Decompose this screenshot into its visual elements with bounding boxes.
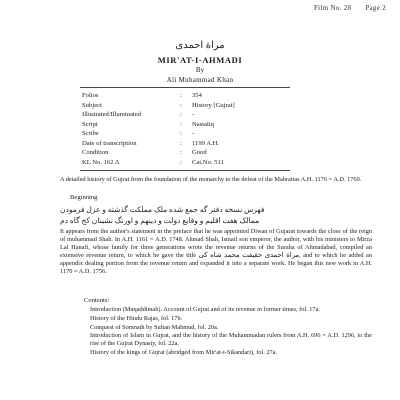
metadata-label: Script <box>82 120 98 128</box>
beginning-label: Beginning <box>70 194 98 201</box>
author-paragraph <box>60 228 372 276</box>
metadata-label: Condition <box>82 149 109 156</box>
contents-item: Introduction (Muqaddimah). Account of Gujrat and of its revenue in former times, fol. 17a. <box>90 306 320 313</box>
film-number: Film No. 28 <box>313 4 352 12</box>
metadata-row <box>82 129 292 139</box>
contents-item: History of the kings of Gujrat (abridged from Mir'at-i-Sikandari), fol. 27a. <box>90 348 278 356</box>
metadata-value: 354 <box>192 92 202 99</box>
metadata-row <box>82 148 292 158</box>
intro-paragraph: A detailed history of Gujrat from the foundation of the monarchy to the defeat of the Mahrattas A.H. 1176 = A.D. 1760. <box>60 176 362 183</box>
metadata-value: Cat.No. 511 <box>192 158 224 166</box>
divider-top <box>80 87 290 88</box>
contents-item: History of the Hindu Rajas, fol. 17b. <box>90 314 183 322</box>
metadata-colon: : <box>180 149 182 156</box>
metadata-colon: : <box>180 120 182 128</box>
page-title: MIR'AT-I-AHMADI <box>157 55 243 65</box>
title-urdu: مراة احمدی <box>175 40 225 51</box>
metadata-value: - <box>192 130 195 137</box>
metadata-value: 1199 A.H. <box>192 139 220 147</box>
metadata-label: Folios <box>82 92 99 99</box>
metadata-colon: : <box>180 111 182 118</box>
beginning-urdu-line: فهرس نسخه دفتر گه جمع شده ملک مملکت گذشته و عزل فرمودن <box>60 205 265 214</box>
metadata-label: Date of transcription <box>82 139 137 147</box>
metadata-colon: : <box>180 101 182 109</box>
metadata-table <box>82 91 292 167</box>
paragraph-text: , and to which he added an appendix dealing portion from the revenue return and expanded it into a separate work. He began this new work in A.H. 1170 = A.D. 1756. <box>60 252 372 275</box>
contents-item: Introduction of Islam in Gujrat, and the history of the Muhammadan rulers from A.H. 696 = A.D. 1296, to the rise of the Gujrat Dynasty, fol. 22a. <box>90 332 372 348</box>
contents-list <box>90 306 372 358</box>
metadata-row <box>82 91 292 101</box>
metadata-row <box>82 110 292 120</box>
page-header <box>314 4 386 12</box>
metadata-row <box>82 120 292 130</box>
contents-item: Conquest of Somnath by Sultan Mahmud, fol. 20a. <box>90 323 219 331</box>
paragraph-urdu-title: مراة احمدی حقیقت محمد شاه کی <box>198 252 300 259</box>
metadata-value: History [Gujrat] <box>192 101 235 109</box>
contents-label: Contents: <box>84 297 110 304</box>
metadata-colon: : <box>180 92 182 99</box>
divider-bottom <box>80 170 290 171</box>
byline: By <box>195 66 205 74</box>
metadata-label: KL No. 162 A <box>82 158 120 166</box>
metadata-row <box>82 101 292 111</box>
metadata-value: Good <box>192 149 207 156</box>
metadata-value: Nastaliq <box>192 120 214 128</box>
metadata-value: - <box>192 111 195 118</box>
page-number: Page 2 <box>365 4 386 12</box>
metadata-colon: : <box>180 158 182 166</box>
metadata-colon: : <box>180 139 182 147</box>
metadata-label: Subject <box>82 101 102 109</box>
metadata-row <box>82 139 292 149</box>
paragraph-text: It appears from the author's statement in the preface that he was appointed Diwan of Gujarat towards the close of the reign of muhammad Shah. In A.H. 1161 = A.D. 1748. Ahmad Shah, Ismail son emperor, the author, with his ministers to Mirza Lal Hanafi, whose family for three generations wrote the revenue returns of the Suraha of Ahmadabad, compiled an extensive revenue return, to which he gave the title <box>60 228 372 259</box>
metadata-colon: : <box>180 130 182 137</box>
metadata-label: Illustrated/Illuminated <box>82 111 141 118</box>
metadata-label: Scribe <box>82 130 99 137</box>
beginning-urdu-line: ممالک هفت اقلیم و وقایع دولت و دینهم و اورنگ نشینان کج گاه دم <box>60 216 260 225</box>
metadata-row <box>82 158 292 168</box>
author-name: Ali Muhammad Khan <box>166 76 234 84</box>
